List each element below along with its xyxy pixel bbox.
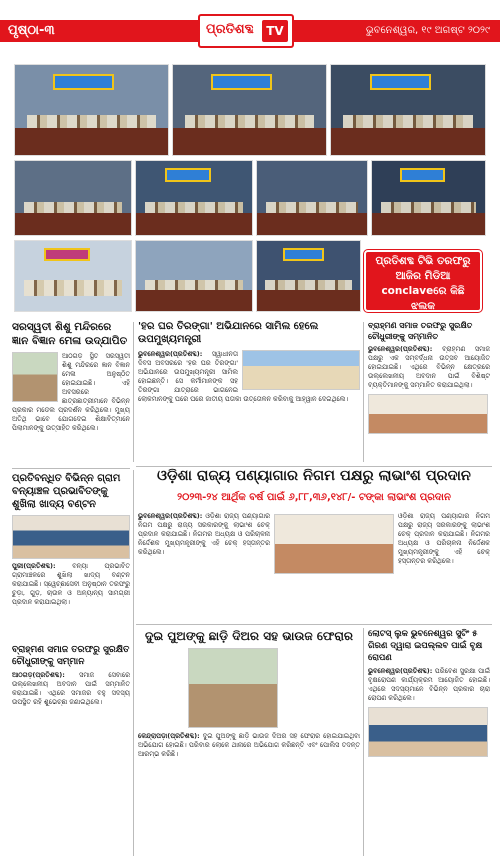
article-photo	[368, 394, 488, 434]
column-rule	[363, 322, 364, 462]
collage-photo	[330, 64, 486, 156]
section-rule	[12, 468, 130, 469]
logo-tv-badge: TV	[262, 20, 288, 42]
section-rule	[136, 624, 492, 625]
article-brahmin-samaj: ବ୍ରାହ୍ମଣ ସମାଜ ତରଫରୁ ସୁରକ୍ଷିତ ଚୌଧୁରୀଙ୍କୁ ସମ୍ମାନିତ ଭୁବନେଶ୍ୱର(ପ୍ରତିଶବ୍ଦ): ବ୍ରାହ୍ମଣ ସମାଜ ପକ୍ଷରୁ ଏକ ସମ୍ବର୍ଦ୍ଧନା ଉତ୍ସବ ଆୟୋଜିତ ହୋଇଯାଇଛି। ଏଥିରେ ବିଭିନ୍ନ କ୍ଷେତ୍ରରେ ଉଲ୍ଲେଖନୀୟ ଅବଦାନ ପାଇଁ ବିଶିଷ୍ଟ ବ୍ୟକ୍ତିମାନଙ୍କୁ ସମ୍ମାନିତ କରାଯାଇଥିଲା।	[368, 320, 490, 468]
collage-photo	[256, 160, 368, 236]
collage-photo	[14, 160, 132, 236]
article-photo	[242, 350, 360, 390]
collage-photo	[256, 240, 361, 312]
article-photo	[12, 515, 130, 559]
collage-photo	[14, 240, 132, 312]
collage-photo	[135, 240, 253, 312]
dividend-subhead: ୨୦୨୩-୨୪ ଆର୍ଥିକ ବର୍ଷ ପାଇଁ ୬,୮୮,୩୬,୧୪୮/- ଟଙ୍କା ଲାଭାଂଶ ପ୍ରଦାନ	[177, 492, 451, 503]
column-rule	[133, 470, 134, 856]
article-plantation: ଲୋଟସ୍ ଲୁକ ଭୁବନେଶ୍ୱର ସୁଟିଂ ୫ ଗିରଣ ଦ୍ୱାରା ଇପଲ୍ଲବ ପାଇଁ ବୃକ୍ଷ ରୋପଣ ଭୁବନେଶ୍ୱର(ପ୍ରତିଶବ୍ଦ): ପରିବେଶ ସୁରକ୍ଷା ପାଇଁ ବୃକ୍ଷରୋପଣ କାର୍ଯ୍ୟକ୍ରମ ଆୟୋଜିତ ହୋଇଛି। ଏଥିରେ ସଦସ୍ୟମାନେ ବିଭିନ୍ନ ପ୍ରକାର ଚାରା ରୋପଣ କରିଥିଲେ।	[368, 628, 490, 856]
article-brahmin: ବ୍ରାହ୍ମଣ ସମାଜ ତରଫରୁ ସୁରକ୍ଷିତ ଚୌଧୁରୀଙ୍କୁ ସମ୍ମାନ ଆଠଗଡ଼(ପ୍ରତିଶବ୍ଦ): ସମାଜ ସେବାରେ ଉଲ୍ଲେଖନୀୟ ଅବଦାନ ପାଇଁ ସମ୍ମାନିତ କରାଯାଇଛି। ଏଥିରେ ସମାଜର ବହୁ ସଦସ୍ୟ ଉପସ୍ଥିତ ରହି ଶୁଭେଚ୍ଛା ଜଣାଇଥିଲେ।	[12, 645, 130, 706]
article-elopement: ଦୁଇ ପୁଅଙ୍କୁ ଛାଡ଼ି ଦିଅର ସହ ଭାଉଜ ଫେରାର କେନ୍ଦ୍ରାପଡ଼ା(ପ୍ରତିଶବ୍ଦ): ଦୁଇ ପୁଅଙ୍କୁ ଛାଡ଼ି ଭାଉଜ ଦିଅର ସହ ଫେରାର ହୋଇଯାଇଥିବା ଅଭିଯୋଗ ହୋଇଛି। ପରିବାର ଲୋକେ ଥାନାରେ ଅଭିଯୋଗ କରିଛନ୍ତି ଏବଂ ପୋଲିସ ତଦନ୍ତ ଆରମ୍ଭ କରିଛି।	[138, 629, 360, 758]
article-tiranga: 'ହର ଘର ତିରଙ୍ଗା' ଅଭିଯାନରେ ସାମିଲ ହେଲେ ଉପମୁଖ୍ୟମନ୍ତ୍ରୀ ଭୁବନେଶ୍ୱର(ପ୍ରତିଶବ୍ଦ): ସ୍ୱାଧୀନତା ଦିବସ ଅବସରରେ 'ହର ଘର ତିରଙ୍ଗା' ଅଭିଯାନରେ ଉପମୁଖ୍ୟମନ୍ତ୍ରୀ ସାମିଲ ହୋଇଛନ୍ତି। ସେ କର୍ମୀମାନଙ୍କ ସହ ତିରଙ୍ଗା ଯାତ୍ରାରେ ଭାଗନେଇ ଲୋକମାନଙ୍କୁ ଘରେ ଘରେ ଜାତୀୟ ପତାକା ଉତ୍ତୋଳନ କରିବାକୁ ଆହ୍ୱାନ ଦେଇଥିଲେ।	[138, 320, 360, 468]
collage-photo	[371, 160, 486, 236]
article-photo	[368, 707, 488, 757]
section-rule	[136, 466, 492, 467]
column-rule	[363, 628, 364, 856]
dividend-photo	[274, 514, 394, 574]
media-conclave-callout: ପ୍ରତିଶବ୍ଦ ଟିଭି ତରଫରୁ ଆଜିର ମିଡିଆ conclaveରେ କିଛି ଝଲକ	[364, 250, 482, 312]
prashabda-tv-logo	[198, 14, 294, 48]
issue-date: ଭୁବନେଶ୍ୱର, ୧୯ ଅଗଷ୍ଟ ୨୦୨୯	[365, 25, 490, 36]
page-number: ପୃଷ୍ଠା-୩	[8, 23, 55, 38]
article-relief: ପ୍ରତିବନ୍ଧିତ ବିଭିନ୍ନ ଗ୍ରାମ ବନ୍ୟାଞ୍ଚଳ ପ୍ରଭାବିତଙ୍କୁ ଶୁଖିଲା ଖାଦ୍ୟ ବଣ୍ଟନ ପୁରୀ(ପ୍ରତିଶବ୍ଦ): ବନ୍ୟା ପ୍ରଭାବିତ ଗ୍ରାମାଞ୍ଚଳରେ ଶୁଖିଲା ଖାଦ୍ୟ ବଣ୍ଟନ କରାଯାଇଛି। ସ୍ୱେଚ୍ଛାସେବୀ ଅନୁଷ୍ଠାନ ତରଫରୁ ଚୁଡ଼ା, ଗୁଡ଼, ଚାଉଳ ଓ ଅନ୍ୟାନ୍ୟ ସାମଗ୍ରୀ ପ୍ରଦାନ କରାଯାଇଥିଲା।	[12, 473, 130, 606]
dividend-body: ଭୁବନେଶ୍ୱର(ପ୍ରତିଶବ୍ଦ): ଓଡ଼ିଶା ରାଜ୍ୟ ପଣ୍ୟାଗାର ନିଗମ ପକ୍ଷରୁ ରାଜ୍ୟ ସରକାରଙ୍କୁ ଲାଭାଂଶ ଚେକ୍ ପ୍ରଦାନ କରାଯାଇଛି। ନିଗମର ଅଧ୍ୟକ୍ଷ ଓ ପରିଚାଳନା ନିର୍ଦ୍ଦେଶକ ମୁଖ୍ୟମନ୍ତ୍ରୀଙ୍କୁ ଏହି ଚେକ୍ ହସ୍ତାନ୍ତର କରିଥିଲେ।	[138, 512, 270, 556]
article-photo	[188, 648, 278, 728]
dividend-headline: ଓଡ଼ିଶା ରାଜ୍ୟ ପଣ୍ୟାଗାର ନିଗମ ପକ୍ଷରୁ ଲାଭାଂଶ ପ୍ରଦାନ	[157, 468, 471, 484]
dividend-body-continued: ଓଡ଼ିଶା ରାଜ୍ୟ ପଣ୍ୟାଗାର ନିଗମ ପକ୍ଷରୁ ରାଜ୍ୟ ସରକାରଙ୍କୁ ଲାଭାଂଶ ଚେକ୍ ପ୍ରଦାନ କରାଯାଇଛି। ନିଗମର ଅଧ୍ୟକ୍ଷ ଓ ପରିଚାଳନା ନିର୍ଦ୍ଦେଶକ ମୁଖ୍ୟମନ୍ତ୍ରୀଙ୍କୁ ଏହି ଚେକ୍ ହସ୍ତାନ୍ତର କରିଥିଲେ।	[398, 512, 490, 565]
article-saraswati: ସରସ୍ୱତୀ ଶିଶୁ ମନ୍ଦିରରେ ଜ୍ଞାନ ବିଜ୍ଞାନ ମେଳା ଉଦ୍‌ଯାପିତ ଆଠଗଡ଼ ସ୍ଥିତ ସରସ୍ୱତୀ ଶିଶୁ ମନ୍ଦିରରେ ଜ୍ଞାନ ବିଜ୍ଞାନ ମେଳା ଅନୁଷ୍ଠିତ ହୋଇଯାଇଛି। ଏହି ଅବସରରେ ଛାତ୍ରଛାତ୍ରୀମାନେ ବିଭିନ୍ନ ପ୍ରକାର ମଡେଲ ପ୍ରଦର୍ଶନ କରିଥିଲେ। ମୁଖ୍ୟ ଅତିଥି ଭାବେ ଯୋଗଦେଇ ଶିକ୍ଷାବିତ୍‌ମାନେ ପିଲାମାନଙ୍କୁ ଉତ୍ସାହିତ କରିଥିଲେ।	[12, 321, 130, 432]
masthead	[0, 0, 500, 56]
collage-photo	[135, 160, 253, 236]
article-photo	[12, 352, 58, 402]
collage-photo	[172, 64, 327, 156]
collage-photo	[14, 64, 169, 156]
column-rule	[133, 322, 134, 462]
logo-text: ପ୍ରତିଶବ୍ଦ	[206, 22, 254, 37]
